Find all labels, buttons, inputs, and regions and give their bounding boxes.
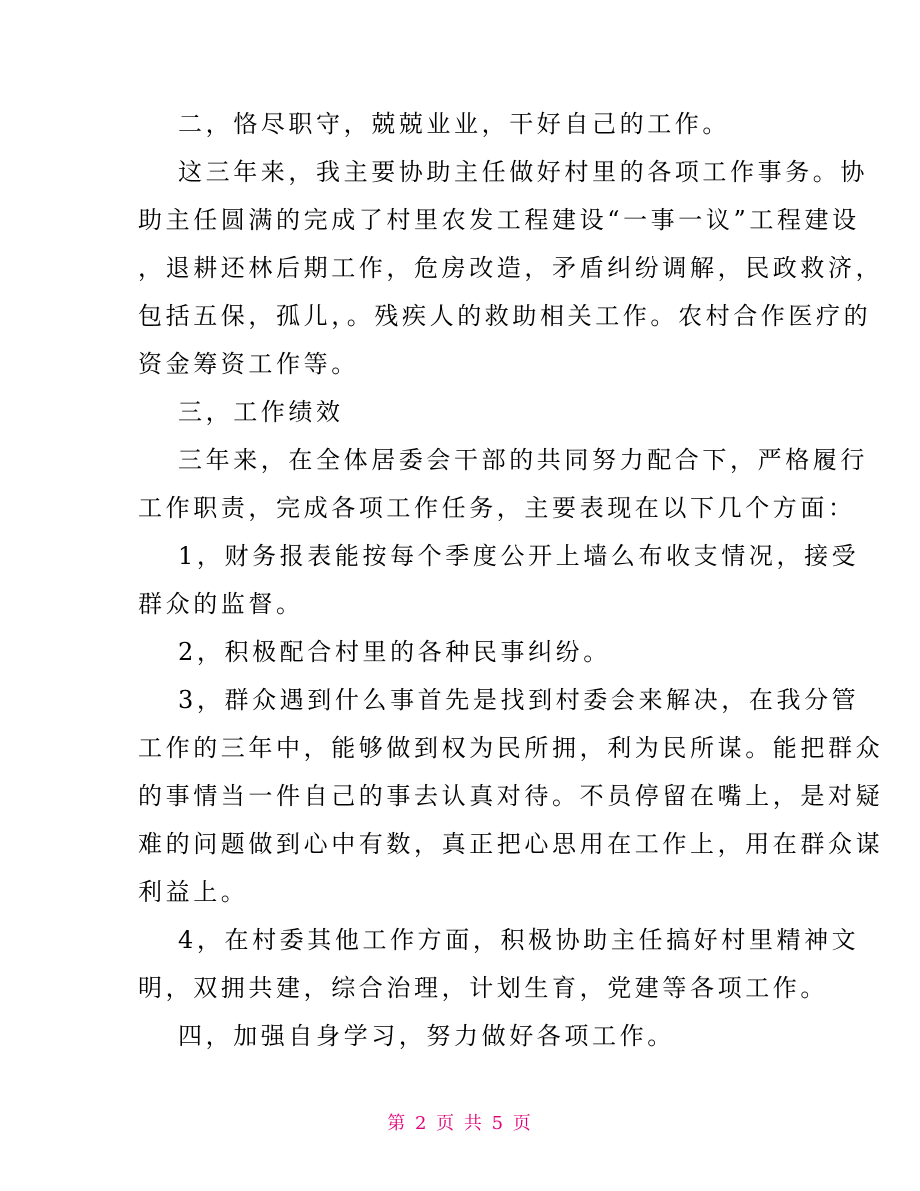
paragraph-line: 资金筹资工作等。 bbox=[138, 350, 359, 378]
list-item-line: 利益上。 bbox=[138, 878, 249, 906]
paragraph-line: 这三年来，我主要协助主任做好村里的各项工作事务。协 bbox=[178, 158, 868, 186]
heading-duties: 二，恪尽职守，兢兢业业，干好自己的工作。 bbox=[178, 110, 730, 138]
list-item-line: 3，群众遇到什么事首先是找到村委会来解决，在我分管 bbox=[178, 686, 860, 714]
list-item-line: 4，在村委其他工作方面，积极协助主任搞好村里精神文 bbox=[178, 926, 860, 954]
paragraph-line: 工作职责，完成各项工作任务，主要表现在以下几个方面： bbox=[138, 494, 856, 522]
list-item-line: 的事情当一件自己的事去认真对待。不员停留在嘴上，是对疑 bbox=[138, 782, 884, 810]
list-item-line: 1，财务报表能按每个季度公开上墙么布收支情况，接受 bbox=[178, 542, 860, 570]
list-item-line: 难的问题做到心中有数，真正把心思用在工作上，用在群众谋 bbox=[138, 830, 884, 858]
paragraph-line: ，退耕还林后期工作，危房改造，矛盾纠纷调解，民政救济， bbox=[138, 254, 884, 282]
heading-learning: 四，加强自身学习，努力做好各项工作。 bbox=[178, 1022, 675, 1050]
list-item-line: 群众的监督。 bbox=[138, 590, 304, 618]
paragraph-line: 包括五保，孤儿，。残疾人的救助相关工作。农村合作医疗的 bbox=[138, 302, 872, 330]
paragraph-line: 助主任圆满的完成了村里农发工程建设“一事一议”工程建设 bbox=[138, 206, 860, 234]
paragraph-line: 三年来，在全体居委会干部的共同努力配合下，严格履行 bbox=[178, 446, 868, 474]
list-item-line: 工作的三年中，能够做到权为民所拥，利为民所谋。能把群众 bbox=[138, 734, 884, 762]
list-item-line: 明，双拥共建，综合治理，计划生育，党建等各项工作。 bbox=[138, 974, 828, 1002]
heading-performance: 三，工作绩效 bbox=[178, 398, 344, 426]
list-item-line: 2，积极配合村里的各种民事纠纷。 bbox=[178, 638, 611, 666]
page-number-footer: 第 2 页 共 5 页 bbox=[387, 1113, 533, 1134]
